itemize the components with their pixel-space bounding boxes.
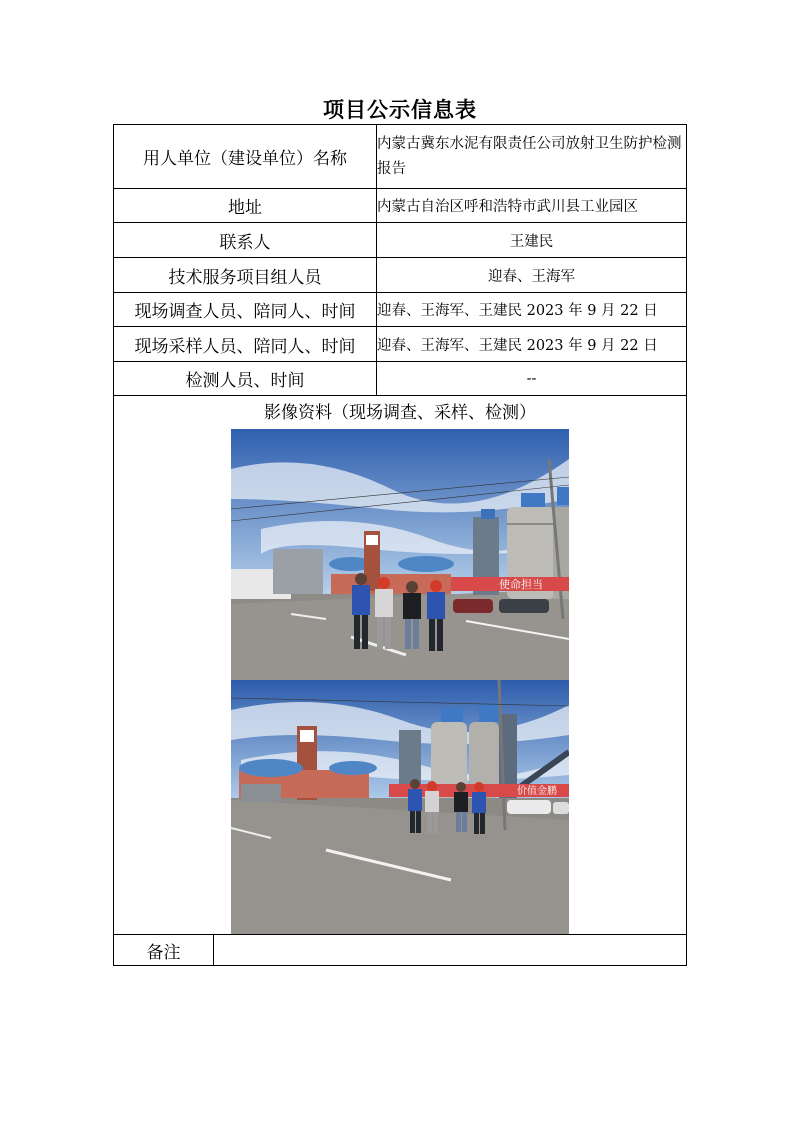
table-row <box>114 293 687 327</box>
contact-label: 联系人 <box>114 223 377 258</box>
survey-value: 迎春、王海军、王建民 2023 年 9 月 22 日 <box>377 293 687 327</box>
testing-value: -- <box>377 362 687 396</box>
remark-label: 备注 <box>114 935 214 966</box>
survey-label: 现场调查人员、陪同人、时间 <box>114 293 377 327</box>
site-photo-2 <box>231 680 569 934</box>
site-photo-1 <box>231 429 569 680</box>
sampling-label: 现场采样人员、陪同人、时间 <box>114 327 377 362</box>
remark-value <box>214 935 687 966</box>
address-value: 内蒙古自治区呼和浩特市武川县工业园区 <box>377 189 687 223</box>
testing-label: 检测人员、时间 <box>114 362 377 396</box>
banner-text-1: 使命担当 <box>499 578 543 591</box>
photo-section <box>114 396 687 935</box>
table-row <box>114 396 687 935</box>
photo-heading: 影像资料（现场调查、采样、检测） <box>264 403 536 423</box>
page-title: 项目公示信息表 <box>323 98 477 122</box>
unit-name-value: 内蒙古冀东水泥有限责任公司放射卫生防护检测报告 <box>377 125 687 189</box>
table-row <box>114 327 687 362</box>
banner-text-2: 价值金鹏 <box>517 786 557 797</box>
table-row <box>114 258 687 293</box>
sampling-value: 迎春、王海军、王建民 2023 年 9 月 22 日 <box>377 327 687 362</box>
table-row <box>114 125 687 189</box>
table-row <box>114 189 687 223</box>
table-row <box>114 223 687 258</box>
team-label: 技术服务项目组人员 <box>114 258 377 293</box>
team-value: 迎春、王海军 <box>377 258 687 293</box>
unit-name-label: 用人单位（建设单位）名称 <box>114 125 377 189</box>
address-label: 地址 <box>114 189 377 223</box>
info-table <box>113 124 687 966</box>
table-row <box>114 362 687 396</box>
table-row <box>114 935 687 966</box>
contact-value: 王建民 <box>377 223 687 258</box>
